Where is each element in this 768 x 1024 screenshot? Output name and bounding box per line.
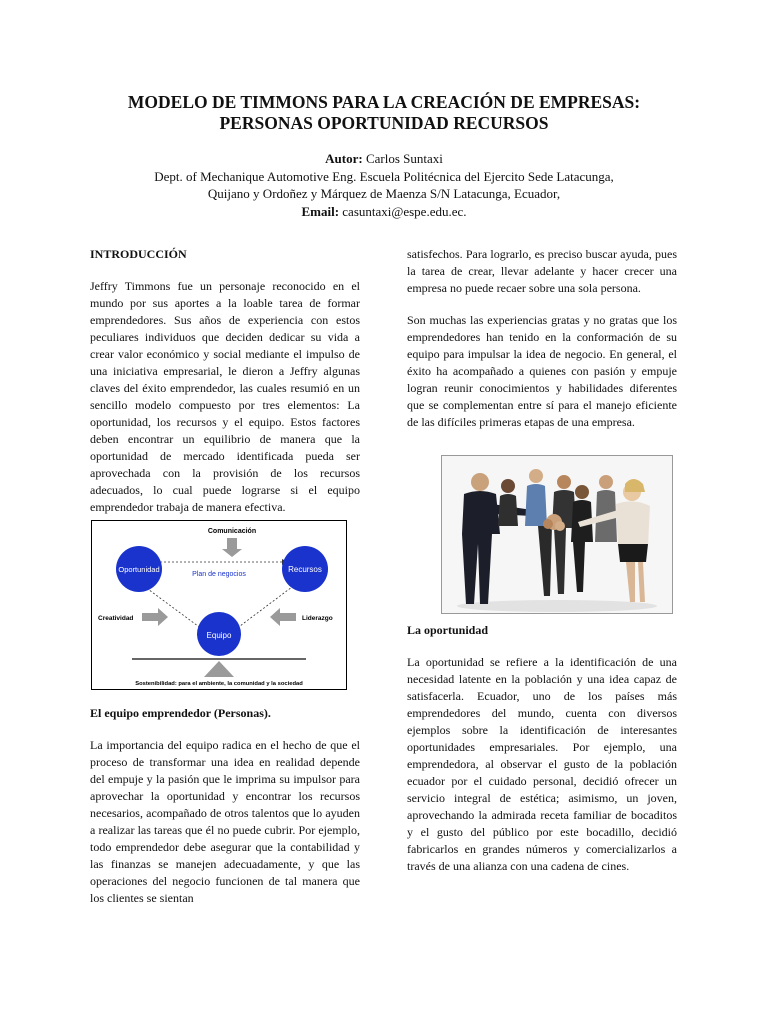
author-line — [60, 150, 708, 168]
comunicacion-arrow — [222, 538, 242, 557]
team-hands-together-image — [442, 456, 672, 613]
team-photo — [441, 455, 673, 614]
liderazgo-arrow — [270, 608, 296, 626]
equipo-heading: El equipo emprendedor (Personas). — [90, 706, 271, 720]
intro-heading: INTRODUCCIÓN — [90, 247, 187, 261]
author-name: Carlos Suntaxi — [362, 151, 443, 166]
timmons-model-figure — [91, 520, 347, 690]
sostenibilidad-label: Sostenibilidad: para el ambiente, la comunidad y la sociedad — [135, 681, 303, 687]
oportunidad-section — [407, 622, 677, 890]
equipo-label: Equipo — [206, 631, 232, 640]
title-line-2: PERSONAS OPORTUNIDAD RECURSOS — [219, 113, 549, 133]
right-dashed-line — [236, 581, 300, 629]
equipo-section — [90, 705, 360, 922]
author-label: Autor: — [325, 151, 363, 166]
creatividad-label: Creatividad — [98, 615, 134, 622]
paper-title — [60, 92, 708, 134]
fulcrum-triangle — [204, 661, 234, 677]
affiliation-line-2: Quijano y Ordoñez y Márquez de Maenza S/N Latacunga, Ecuador, — [207, 186, 561, 201]
equipo-paragraph: La importancia del equipo radica en el hecho de que el proceso de transformar una idea en realidad depende del empuje y la pasión que le imprima su impulsor para aprovechar la oportunidad y encontrar los recursos necesarios, acompañado de otros talentos que lo ayuden a realizar las tareas que él no puede cubrir. Por ejemplo, todo emprendedor debe asegurar que la contabilidad y las finanzas se manejen adecuadamente, y que las operaciones del negocio funcionen de tal manera que los clientes se sientan — [90, 738, 360, 905]
oportunidad-paragraph: La oportunidad se refiere a la identificación de una necesidad latente en la población y una idea capaz de satisfacerla. Ecuador, uno de los países más emprendedores del mundo, cuenta con diversos ejemplos sobre la identificación de interesantes oportunidades empresariales. Por ejemplo, una emprendedora, al observar el gusto de la población ecuador por el cuidado personal, decidió ofrecer un servicio integral de estética; asimismo, un joven, aprovechando la admirada receta familiar de bocaditos y el gusto del público por este bocadillo, decidió fabricarlos en grandes números y comercializarlos a través de una alianza con una cadena de cines. — [407, 655, 677, 873]
email-line — [60, 203, 708, 221]
left-column — [90, 246, 360, 531]
right-column-top — [407, 246, 677, 446]
oportunidad-heading: La oportunidad — [407, 623, 489, 637]
liderazgo-label: Liderazgo — [302, 615, 333, 622]
title-line-1: MODELO DE TIMMONS PARA LA CREACIÓN DE EMPRESAS: — [127, 92, 641, 112]
recursos-label: Recursos — [288, 565, 322, 574]
plan-negocios-label: Plan de negocios — [192, 571, 246, 578]
email-value: casuntaxi@espe.edu.ec. — [339, 203, 467, 219]
intro-paragraph: Jeffry Timmons fue un personaje reconocido en el mundo por sus aportes a la loable tarea de formar emprendedores. Sus años de experiencia con estos peculiares individuos que deciden dedicar su vida a crear valor económico y social mediante el impulso de una iniciativa empresarial, le dieron a Jeffry algunas claves del éxito emprendedor, las cuales resumió en un sencillo modelo compuesto por tres elementos: La oportunidad, los recursos y el equipo. Estos factores deben encontrar un equilibrio de manera que la oportunidad de mercado identificada pueda ser aprovechada con la provisión de los recursos adecuados, lo cual puede lograrse si el equipo emprendedor trabaja de manera efectiva. — [90, 279, 360, 514]
comunicacion-label: Comunicación — [207, 528, 257, 535]
timmons-model-diagram — [92, 521, 346, 689]
right-paragraph-2: Son muchas las experiencias gratas y no gratas que los emprendedores han tenido en la conformación de su equipo para impulsar la idea de negocio. En general, el éxito ha acompañado a quienes con pasión y empuje logran reunir conocimientos y habilidades diferentes que se complementan entre sí para el manejo eficiente de las difíciles primeras etapas de una empresa. — [407, 313, 677, 429]
right-paragraph-1: satisfechos. Para lograrlo, es preciso buscar ayuda, pues la tarea de crear, llevar adelante y hacer crecer una empresa no puede recaer sobre una sola persona. — [407, 247, 677, 295]
author-block — [60, 150, 708, 220]
creatividad-arrow — [142, 608, 168, 626]
affiliation-line-1: Dept. of Mechanique Automotive Eng. Escuela Politécnica del Ejercito Sede Latacunga, — [154, 168, 614, 184]
oportunidad-label: Oportunidad — [118, 565, 160, 574]
email-label: Email: — [301, 203, 340, 219]
